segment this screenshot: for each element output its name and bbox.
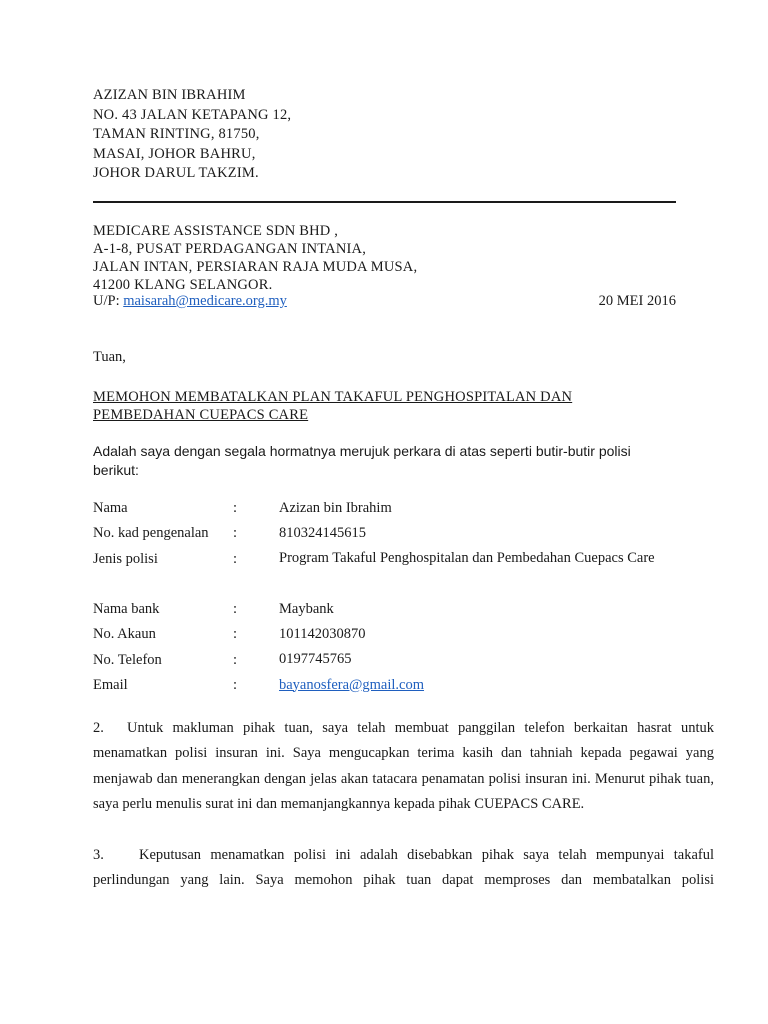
paragraph-number: 3.	[93, 847, 104, 863]
sender-address-line: TAMAN RINTING, 81750,	[93, 126, 260, 142]
detail-value: 810324145615	[279, 524, 366, 541]
recipient-line: 41200 KLANG SELANGOR.	[93, 277, 273, 293]
subject-line: PEMBEDAHAN CUEPACS CARE	[93, 407, 309, 423]
detail-label: No. kad pengenalan	[93, 525, 209, 542]
detail-value: 0197745765	[279, 651, 352, 668]
detail-label: Jenis polisi	[93, 550, 158, 567]
paragraph-number: 2.	[93, 720, 104, 736]
detail-value: Maybank	[279, 600, 334, 617]
detail-label: No. Telefon	[93, 651, 162, 668]
detail-label: Nama bank	[93, 601, 160, 618]
detail-value: Program Takaful Penghospitalan dan Pembedahan Cuepacs Care	[279, 550, 655, 567]
subject-line: MEMOHON MEMBATALKAN PLAN TAKAFUL PENGHOSPITALAN DAN	[93, 389, 573, 405]
detail-colon: :	[233, 601, 238, 618]
salutation: Tuan,	[93, 349, 126, 365]
detail-label: Email	[93, 677, 128, 694]
subject-heading	[93, 388, 572, 424]
paragraph-3	[93, 843, 714, 894]
recipient-line: MEDICARE ASSISTANCE SDN BHD ,	[93, 223, 339, 239]
attention-label: U/P:	[93, 293, 124, 309]
detail-label: Nama	[93, 500, 128, 516]
sender-address-block	[93, 86, 291, 184]
detail-colon: :	[233, 500, 238, 516]
attention-email-link[interactable]: maisarah@medicare.org.my	[123, 293, 287, 309]
sender-address-line: NO. 43 JALAN KETAPANG 12,	[93, 106, 292, 123]
recipient-address-block	[93, 222, 417, 294]
sender-address-line: JOHOR DARUL TAKZIM.	[93, 165, 259, 181]
paragraph-text: Keputusan menamatkan polisi ini adalah disebabkan pihak saya telah mempunyai takaful perlindungan yang lain. Saya memohon pihak tuan dapat memproses dan membatalkan polisi	[93, 847, 714, 889]
detail-colon: :	[233, 677, 238, 694]
attention-row	[93, 292, 676, 310]
intro-paragraph: Adalah saya dengan segala hormatnya merujuk perkara di atas seperti butir-butir polisi berikut:	[93, 443, 631, 478]
recipient-line: A-1-8, PUSAT PERDAGANGAN INTANIA,	[93, 241, 367, 257]
sender-name: AZIZAN BIN IBRAHIM	[93, 87, 246, 103]
detail-value-wrapper	[279, 673, 669, 698]
detail-colon: :	[233, 651, 238, 668]
detail-label: No. Akaun	[93, 626, 156, 643]
detail-colon: :	[233, 550, 238, 567]
sender-address-line: MASAI, JOHOR BAHRU,	[93, 145, 256, 162]
detail-value: Azizan bin Ibrahim	[279, 499, 392, 516]
letter-date: 20 MEI 2016	[598, 293, 676, 309]
detail-value: 101142030870	[279, 625, 366, 642]
email-link[interactable]: bayanosfera@gmail.com	[279, 676, 425, 693]
paragraph-2	[93, 716, 714, 817]
paragraph-text: Untuk makluman pihak tuan, saya telah membuat panggilan telefon berkaitan hasrat untuk menamatkan polisi insuran ini. Saya mengucapkan terima kasih dan tahniah kepada pegawai yang menjawab dan menerangkan dengan jelas akan tatacara penamatan polisi insuran ini. Menurut pihak tuan, saya perlu menulis surat ini dan memanjangkannya kepada pihak CUEPACS CARE.	[93, 720, 714, 812]
detail-colon: :	[233, 525, 238, 542]
header-divider	[93, 201, 676, 203]
recipient-line: JALAN INTAN, PERSIARAN RAJA MUDA MUSA,	[93, 259, 418, 275]
detail-colon: :	[233, 626, 238, 643]
